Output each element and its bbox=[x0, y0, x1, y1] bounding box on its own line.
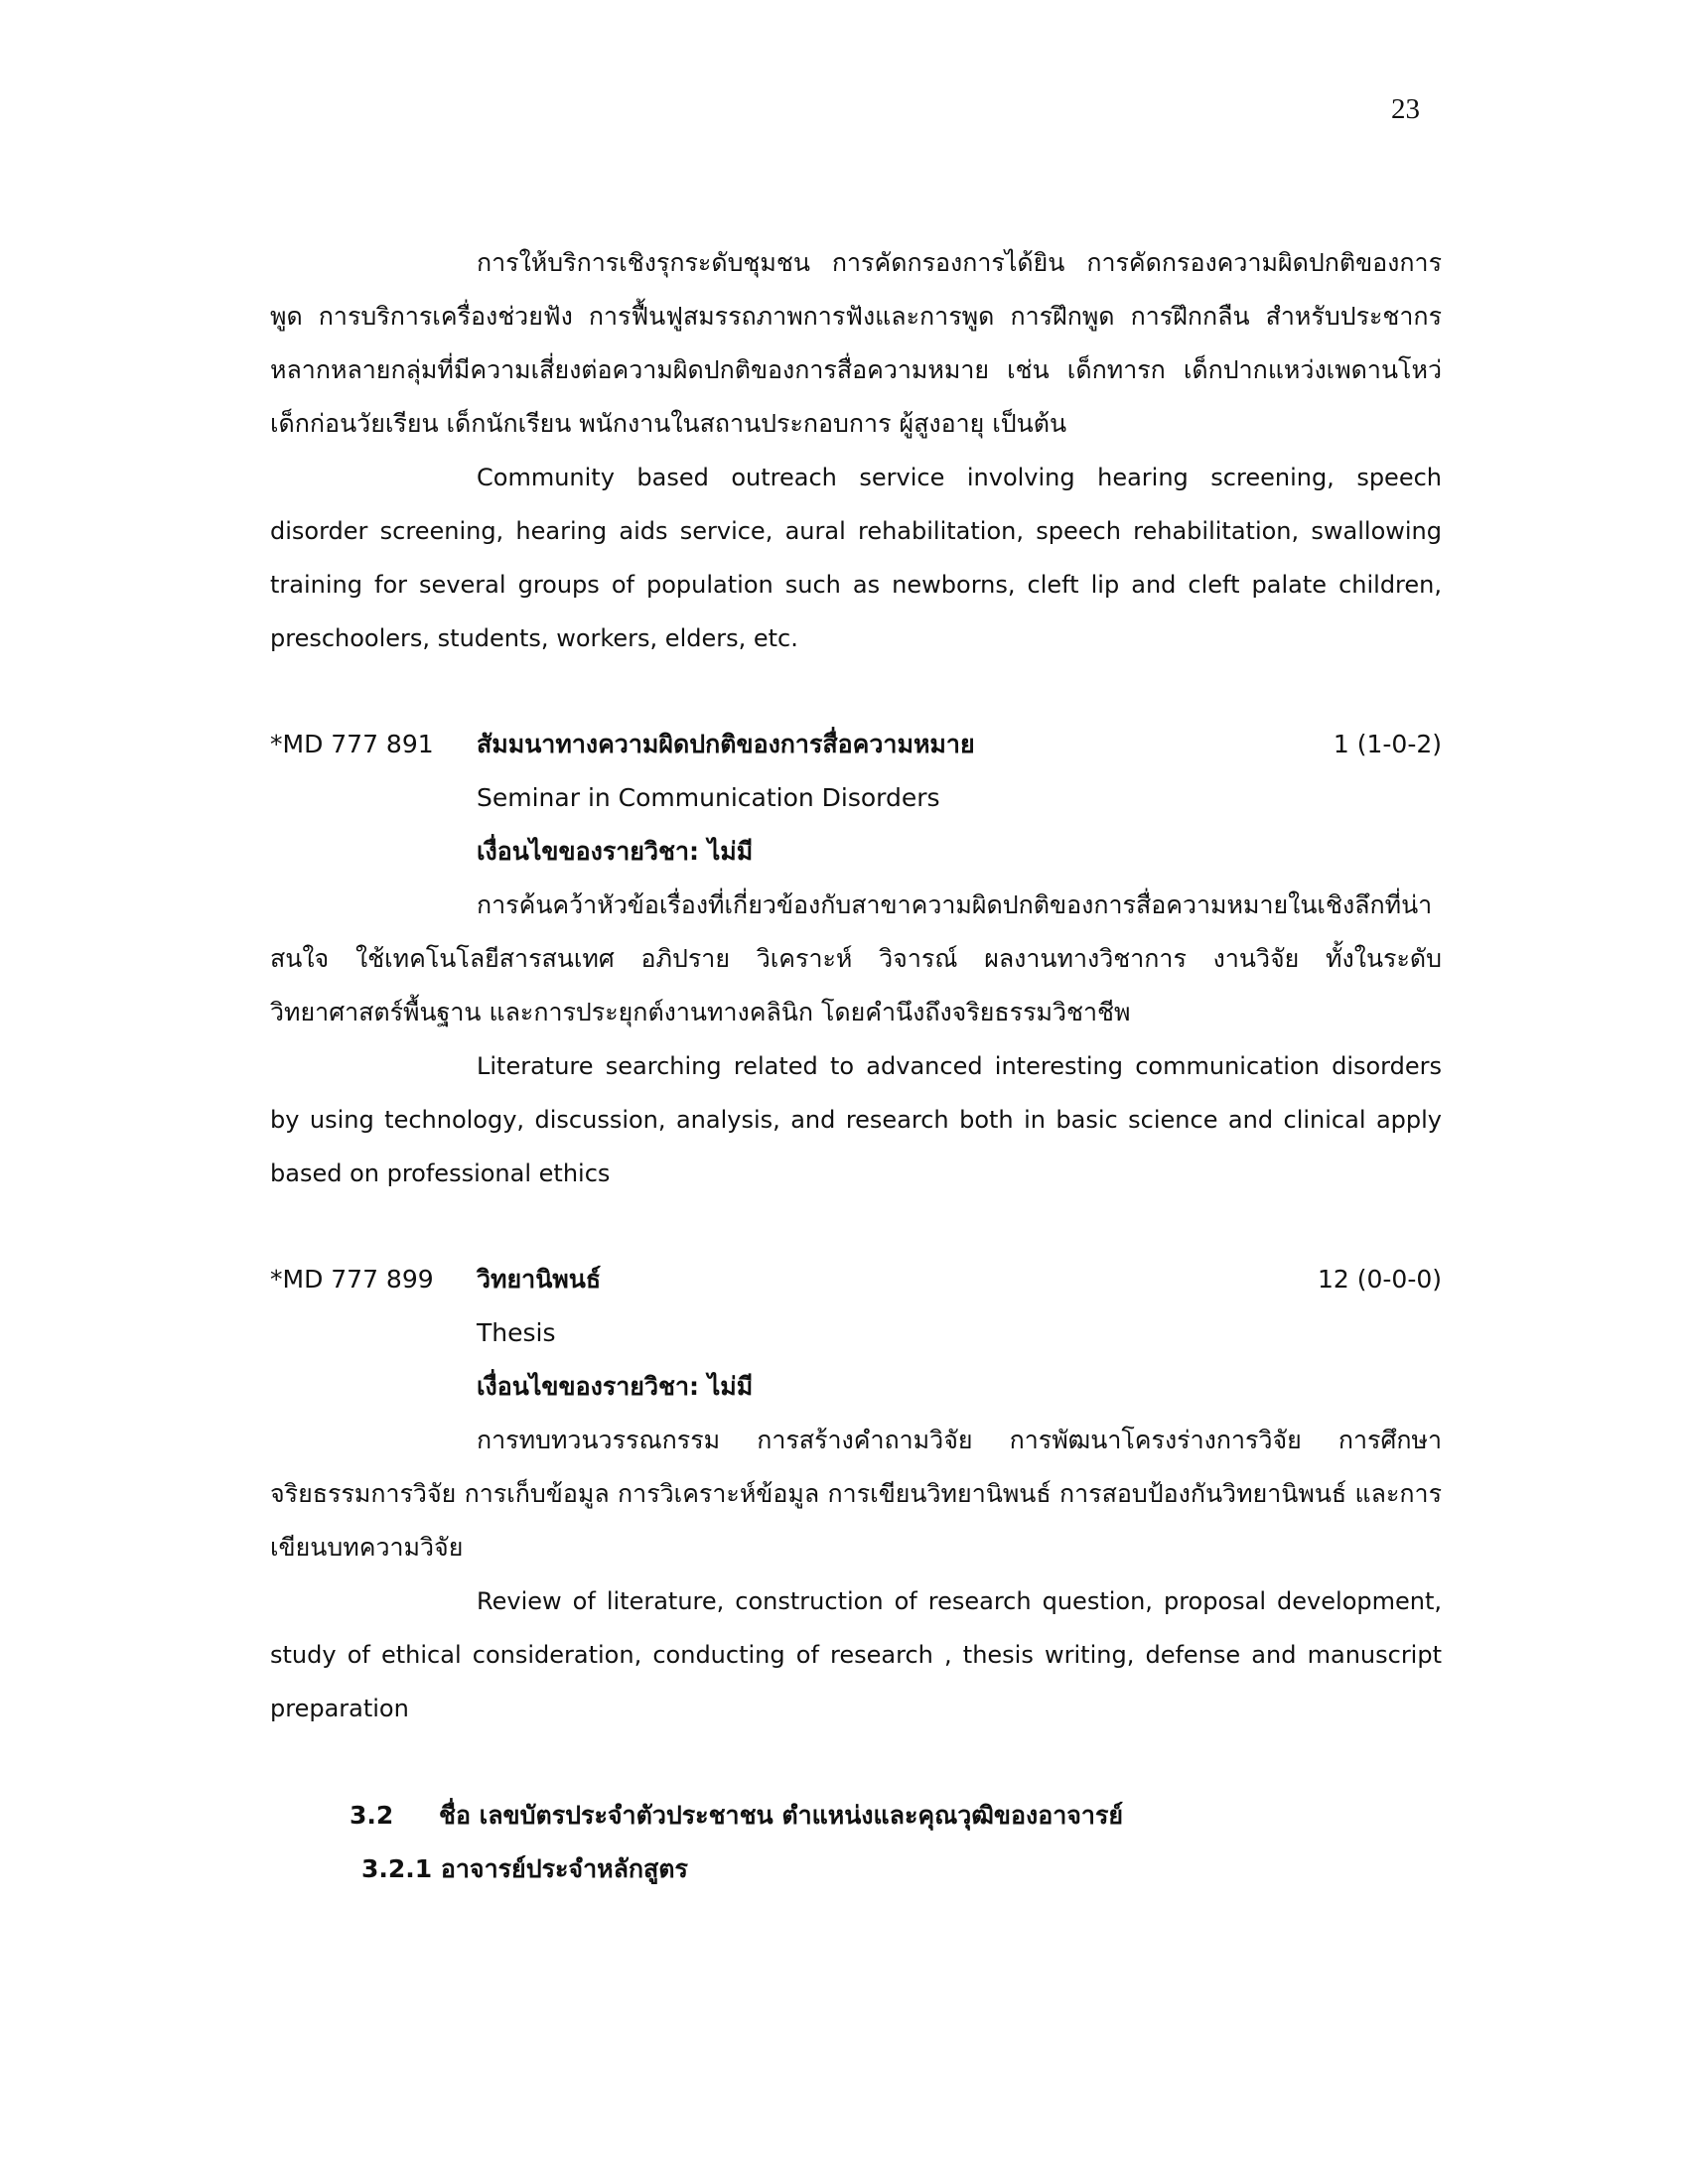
course-title-english: Thesis bbox=[477, 1318, 556, 1347]
section-title: ชื่อ เลขบัตรประจำตัวประชาชน ตำแหน่งและคุณวุฒิของอาจารย์ bbox=[439, 1801, 1124, 1830]
section-number: 3.2 bbox=[350, 1801, 394, 1830]
intro-english-paragraph: Community based outreach service involving hearing screening, speech disorder screening, hearing aids service, aural rehabilitation, speech rehabilitation, swallowing training for several groups of population such as newborns, cleft lip and cleft palate children, preschoolers, students, workers, elders, etc. bbox=[270, 464, 1442, 652]
course-title-thai: สัมมนาทางความผิดปกติของการสื่อความหมาย bbox=[477, 730, 975, 758]
course-header bbox=[270, 718, 1442, 771]
course-title-english: Seminar in Communication Disorders bbox=[477, 783, 940, 812]
course-code: *MD 777 899 bbox=[270, 1265, 434, 1294]
course-md777899 bbox=[270, 1253, 1442, 1735]
course-md777891 bbox=[270, 718, 1442, 1200]
course-prerequisite: เงื่อนไขของรายวิชา: ไม่มี bbox=[477, 837, 754, 866]
course-description-english: Review of literature, construction of research question, proposal development, study of ethical consideration, conducting of research , thesis writing, defense and manuscript preparation bbox=[270, 1587, 1442, 1722]
intro-thai-paragraph: การให้บริการเชิงรุกระดับชุมชน การคัดกรองการได้ยิน การคัดกรองความผิดปกติของการพูด การบริการเครื่องช่วยฟัง การฟื้นฟูสมรรถภาพการฟังและการพูด การฝึกพูด การฝึกกลืน สำหรับประชากรหลากหลายกลุ่มที่มีความเสี่ยงต่อความผิดปกติของการสื่อความหมาย เช่น เด็กทารก เด็กปากแหว่งเพดานโหว่ เด็กก่อนวัยเรียน เด็กนักเรียน พนักงานในสถานประกอบการ ผู้สูงอายุ เป็นต้น bbox=[270, 248, 1442, 438]
course-prerequisite: เงื่อนไขของรายวิชา: ไม่มี bbox=[477, 1372, 754, 1401]
course-header bbox=[270, 1253, 1442, 1306]
course-credits: 1 (1-0-2) bbox=[1333, 730, 1442, 758]
document-body bbox=[270, 236, 1442, 1896]
course-credits: 12 (0-0-0) bbox=[1317, 1265, 1442, 1294]
subsection-heading: 3.2.1 อาจารย์ประจำหลักสูตร bbox=[361, 1854, 688, 1883]
section-3-2 bbox=[270, 1789, 1442, 1896]
course-title-thai: วิทยานิพนธ์ bbox=[477, 1265, 602, 1294]
course-code: *MD 777 891 bbox=[270, 730, 434, 758]
course-description-english: Literature searching related to advanced interesting communication disorders by using technology, discussion, analysis, and research both in basic science and clinical apply based on professional ethics bbox=[270, 1052, 1442, 1187]
section-heading bbox=[350, 1789, 1442, 1843]
course-description-thai: การทบทวนวรรณกรรม การสร้างคำถามวิจัย การพัฒนาโครงร่างการวิจัย การศึกษาจริยธรรมการวิจัย การเก็บข้อมูล การวิเคราะห์ข้อมูล การเขียนวิทยานิพนธ์ การสอบป้องกันวิทยานิพนธ์ และการเขียนบทความวิจัย bbox=[270, 1426, 1442, 1562]
page-number: 23 bbox=[1391, 93, 1420, 125]
course-description-thai: การค้นคว้าหัวข้อเรื่องที่เกี่ยวข้องกับสาขาความผิดปกติของการสื่อความหมายในเชิงลึกที่น่าสนใจ ใช้เทคโนโลยีสารสนเทศ อภิปราย วิเคราะห์ วิจารณ์ ผลงานทางวิชาการ งานวิจัย ทั้งในระดับวิทยาศาสตร์พื้นฐาน และการประยุกต์งานทางคลินิก โดยคำนึงถึงจริยธรรมวิชาชีพ bbox=[270, 890, 1442, 1026]
